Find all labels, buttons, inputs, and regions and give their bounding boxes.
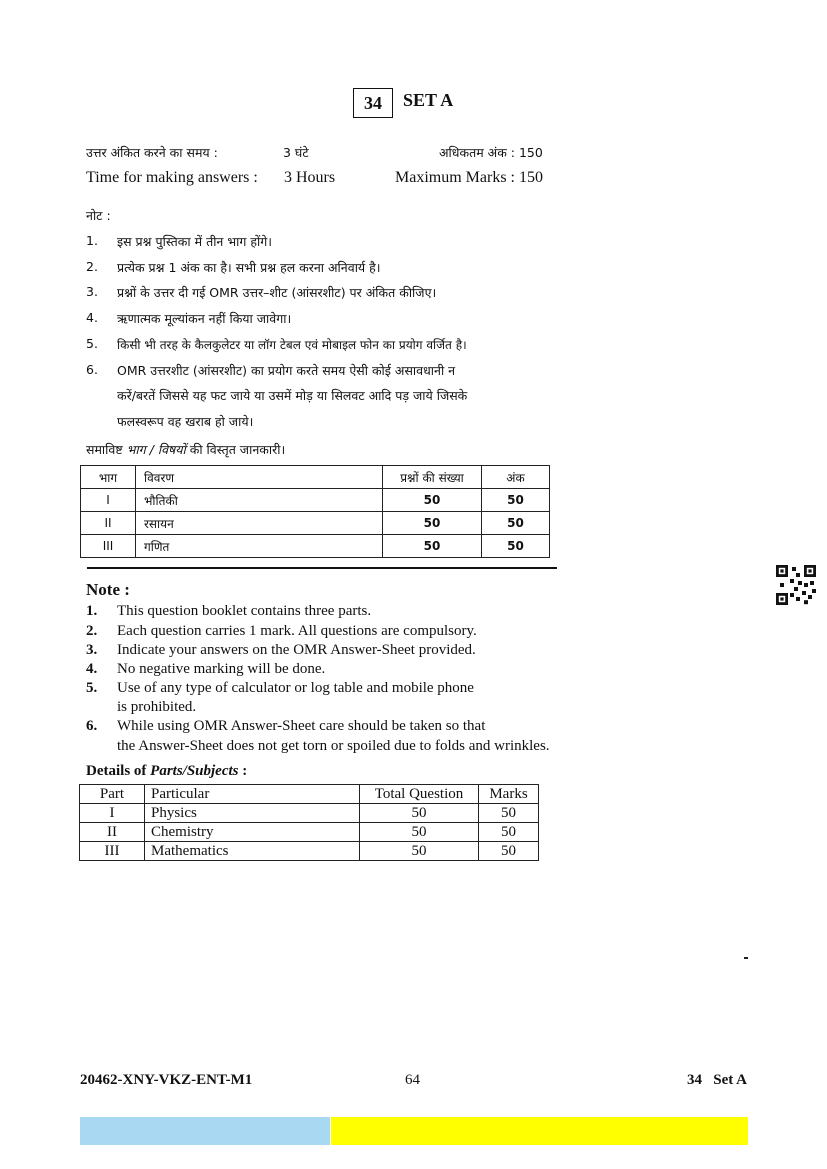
english-note-text: Each question carries 1 mark. All questions are compulsory. <box>117 623 477 639</box>
footer-code: 20462-XNY-VKZ-ENT-M1 <box>80 1072 253 1088</box>
table-header-cell: विवरण <box>136 466 383 489</box>
hindi-note-text: प्रत्येक प्रश्न 1 अंक का है। सभी प्रश्न हल करना अनिवार्य है। <box>117 260 381 275</box>
english-note-text-cont: the Answer-Sheet does not get torn or spoiled due to folds and wrinkles. <box>117 738 550 754</box>
section-divider <box>87 567 557 569</box>
table-cell: II <box>80 823 145 842</box>
english-note-text: No negative marking will be done. <box>117 661 326 677</box>
hindi-note-text: किसी भी तरह के कैलकुलेटर या लॉग टेबल एवं मोबाइल फोन का प्रयोग वर्जित है। <box>117 338 467 352</box>
english-note-number: 6. <box>86 718 98 734</box>
table-cell: Physics <box>145 804 360 823</box>
table-cell: 50 <box>479 823 539 842</box>
english-note-number: 4. <box>86 661 98 677</box>
page-number: 64 <box>405 1072 420 1088</box>
hindi-note-number: 4. <box>86 310 98 325</box>
hindi-note-text: OMR उत्तरशीट (आंसरशीट) का प्रयोग करते समय ऐसी कोई असावधानी न <box>117 363 456 378</box>
hindi-note-text-cont: फलस्वरूप वह खराब हो जाये। <box>117 414 254 429</box>
time-hindi-label: उत्तर अंकित करने का समय : <box>86 145 218 160</box>
qr-code-icon <box>776 565 816 605</box>
hindi-note-title: नोट : <box>86 208 111 223</box>
table-header-cell: अंक <box>482 466 550 489</box>
marks-hindi: अधिकतम अंक : 150 <box>439 145 543 160</box>
table-cell: भौतिकी <box>136 489 383 512</box>
table-cell: Mathematics <box>145 842 360 861</box>
table-header-cell: Part <box>80 785 145 804</box>
table-cell: 50 <box>383 512 482 535</box>
table-header-row <box>81 466 550 489</box>
table-row <box>81 512 550 535</box>
table-header-cell: Marks <box>479 785 539 804</box>
table-cell: 50 <box>482 489 550 512</box>
footer-color-bar-right <box>331 1117 748 1145</box>
hindi-note-text: ऋणात्मक मूल्यांकन नहीं किया जावेगा। <box>117 311 292 326</box>
hindi-details-title: समाविष्ट भाग / विषयों की विस्तृत जानकारी। <box>86 442 286 457</box>
english-note-text: This question booklet contains three parts. <box>117 603 372 619</box>
table-cell: रसायन <box>136 512 383 535</box>
english-note-text: While using OMR Answer-Sheet care should be taken so that <box>117 718 486 734</box>
table-row <box>80 842 539 861</box>
table-header-cell: भाग <box>81 466 136 489</box>
table-cell: 50 <box>360 804 479 823</box>
stray-mark <box>744 957 748 959</box>
table-header-cell: प्रश्नों की संख्या <box>383 466 482 489</box>
table-cell: 50 <box>482 535 550 558</box>
table-cell: 50 <box>360 823 479 842</box>
hindi-note-number: 6. <box>86 362 98 377</box>
table-row <box>81 489 550 512</box>
english-note-title: Note : <box>86 580 130 599</box>
hindi-note-number: 3. <box>86 284 98 299</box>
time-hindi-value: 3 घंटे <box>283 145 309 160</box>
english-note-text-cont: is prohibited. <box>117 699 197 715</box>
english-details-title: Details of Parts/Subjects : <box>86 763 248 779</box>
time-english-label: Time for making answers : <box>86 169 258 186</box>
table-cell: 50 <box>360 842 479 861</box>
table-cell: 50 <box>482 512 550 535</box>
hindi-parts-table <box>80 465 550 558</box>
table-cell: II <box>81 512 136 535</box>
hindi-note-text: प्रश्नों के उत्तर दी गई OMR उत्तर–शीट (आंसरशीट) पर अंकित कीजिए। <box>117 285 437 300</box>
time-english-value: 3 Hours <box>284 169 336 186</box>
set-number-box: 34 <box>353 88 393 118</box>
table-cell: गणित <box>136 535 383 558</box>
table-cell: 50 <box>383 535 482 558</box>
hindi-note-number: 5. <box>86 336 98 351</box>
english-note-text: Use of any type of calculator or log table and mobile phone <box>117 680 474 696</box>
footer-color-bar-left <box>80 1117 330 1145</box>
english-note-number: 5. <box>86 680 98 696</box>
table-header-row <box>80 785 539 804</box>
hindi-note-text: इस प्रश्न पुस्तिका में तीन भाग होंगे। <box>117 234 273 249</box>
table-row <box>80 804 539 823</box>
table-cell: 50 <box>479 804 539 823</box>
table-cell: Chemistry <box>145 823 360 842</box>
table-cell: III <box>81 535 136 558</box>
table-row <box>80 823 539 842</box>
table-cell: III <box>80 842 145 861</box>
table-cell: I <box>80 804 145 823</box>
marks-english: Maximum Marks : 150 <box>395 169 543 186</box>
english-note-number: 1. <box>86 603 98 619</box>
footer-set: 34 Set A <box>687 1072 747 1088</box>
english-note-text: Indicate your answers on the OMR Answer-Sheet provided. <box>117 642 476 658</box>
table-header-cell: Particular <box>145 785 360 804</box>
hindi-note-number: 2. <box>86 259 98 274</box>
english-parts-table <box>79 784 539 861</box>
english-note-number: 2. <box>86 623 98 639</box>
table-cell: I <box>81 489 136 512</box>
table-row <box>81 535 550 558</box>
english-note-number: 3. <box>86 642 98 658</box>
hindi-note-text-cont: करें/बरतें जिससे यह फट जाये या उसमें मोड़ या सिलवट आदि पड़ जाये जिसके <box>117 388 468 403</box>
table-cell: 50 <box>383 489 482 512</box>
hindi-note-number: 1. <box>86 233 98 248</box>
table-cell: 50 <box>479 842 539 861</box>
table-header-cell: Total Question <box>360 785 479 804</box>
set-label: SET A <box>403 90 454 110</box>
